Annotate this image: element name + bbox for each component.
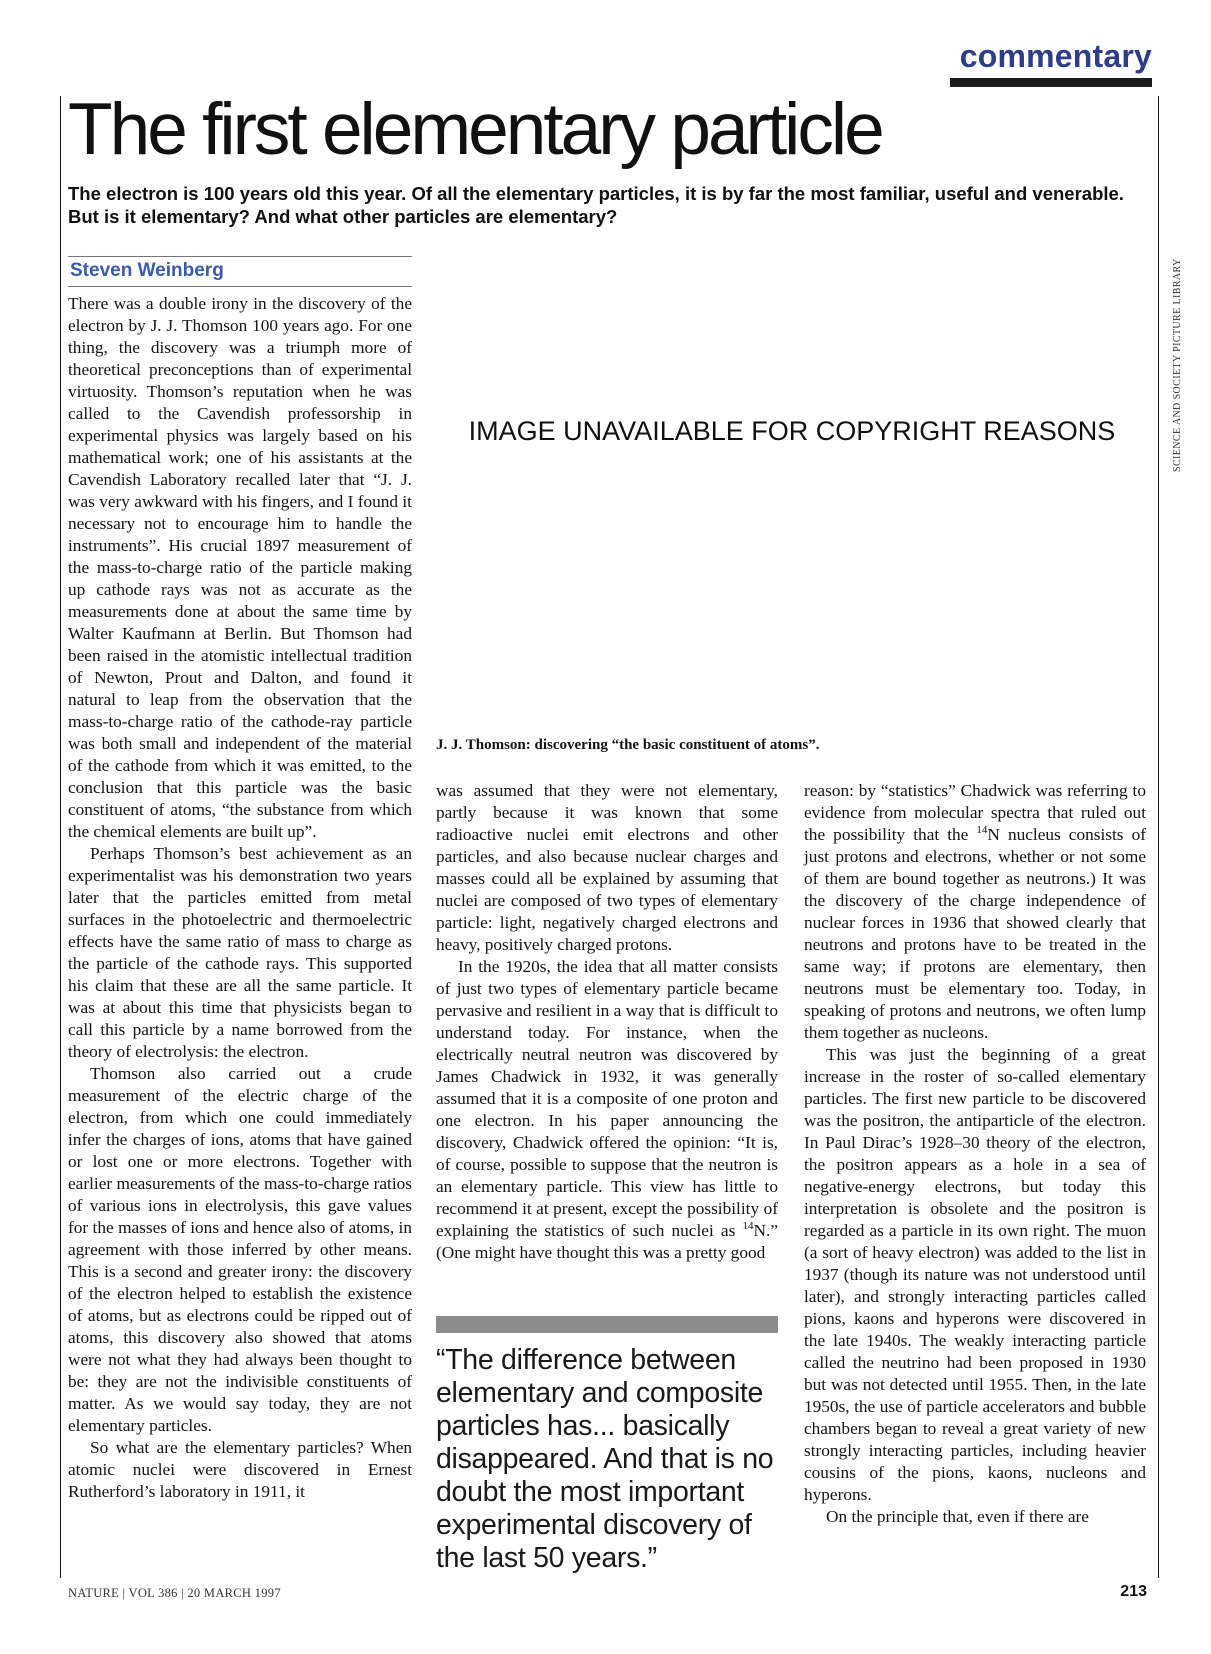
superscript: 14 xyxy=(976,824,988,837)
journal-footer: NATURE | VOL 386 | 20 MARCH 1997 xyxy=(68,1586,281,1600)
author-rule-top xyxy=(68,256,412,257)
body-column-1 xyxy=(68,293,412,1503)
paragraph: was assumed that they were not elementary, partly because it was known that some radioactive nuclei emit electrons and other particles, and also because nuclear charges and masses could all be explained by assuming that nuclei are composed of two types of elementary particle: light, negatively charged electrons and heavy, positively charged protons. xyxy=(436,781,778,954)
paragraph xyxy=(436,956,778,1264)
right-margin-rule xyxy=(1158,96,1159,1578)
section-bar xyxy=(950,78,1152,87)
section-label: commentary xyxy=(959,38,1152,74)
text-run: N.” (One might have thought this was a pretty good xyxy=(436,1221,778,1262)
text-run: reason: by “statistics” Chadwick was referring to evidence from molecular spectra that ruled out the possibility that the xyxy=(804,781,1146,844)
page-number: 213 xyxy=(1120,1583,1147,1600)
figure-image-placeholder xyxy=(436,290,1148,730)
figure-caption: J. J. Thomson: discovering “the basic constituent of atoms”. xyxy=(436,737,820,753)
left-margin-rule xyxy=(60,96,61,1578)
pullquote: “The difference between elementary and composite particles has... basically disappeared. And that is no doubt the most important experimental discovery of the last 50 years.” xyxy=(436,1344,774,1574)
paragraph xyxy=(804,780,1146,1044)
image-unavailable-text: IMAGE UNAVAILABLE FOR COPYRIGHT REASONS xyxy=(468,416,1116,446)
author-name: Steven Weinberg xyxy=(70,260,224,281)
text-run: N nucleus consists of just protons and electrons, whether or not some of them are bound together as neutrons.) It was the discovery of the charge independence of nuclear forces in 1936 that showed clearly that neutrons and protons have to be treated in the same way; if protons are elementary, then neutrons must be elementary too. Today, in speaking of protons and neutrons, we often lump them together as nucleons. xyxy=(804,825,1146,1042)
paragraph: This was just the beginning of a great increase in the roster of so-called elementary particles. The first new particle to be discovered was the positron, the antiparticle of the electron. In Paul Dirac’s 1928–30 theory of the electron, the positron appears as a hole in a sea of negative-energy electrons, but today this interpretation is obsolete and the positron is regarded as a particle in its own right. The muon (a sort of heavy electron) was added to the list in 1937 (though its nature was not understood until later), and strongly interacting particles called pions, kaons and hyperons were discovered in the late 1940s. The weakly interacting particle called the neutrino had been proposed in 1930 but was not detected until 1955. Then, in the late 1950s, the use of particle accelerators and bubble chambers began to reveal a great variety of new strongly interacting particles, including heavier cousins of the pions, kaons, nucleons and hyperons. xyxy=(804,1045,1146,1504)
article-title: The first elementary particle xyxy=(68,89,882,170)
paragraph: Thomson also carried out a crude measurement of the electric charge of the electron, from which one could immediately infer the charges of ions, atoms that have gained or lost one or more electrons. Together with earlier measurements of the mass-to-charge ratios of various ions in electrolysis, this gave values for the masses of ions and hence also of atoms, in agreement with those inferred by other means. This is a second and greater irony: the discovery of the electron helped to establish the existence of atoms, but as electrons could be ripped out of atoms, this discovery also showed that atoms were not what they had always been thought to be: they are not the indivisible constituents of matter. As we would say today, they are not elementary particles. xyxy=(68,1064,412,1435)
article-standfirst: The electron is 100 years old this year. Of all the elementary particles, it is by far the most familiar, useful and venerable. But is it elementary? And what other particles are elementary? xyxy=(68,183,1124,227)
pullquote-bar xyxy=(436,1316,778,1333)
body-column-2 xyxy=(436,780,778,1264)
paragraph: On the principle that, even if there are xyxy=(826,1507,1089,1526)
superscript: 14 xyxy=(742,1220,754,1233)
text-run: In the 1920s, the idea that all matter consists of just two types of elementary particle became pervasive and resilient in a way that is difficult to understand today. For instance, when the electrically neutral neutron was discovered by James Chadwick in 1932, it was generally assumed that it is a composite of one proton and one electron. In his paper announcing the discovery, Chadwick offered the opinion: “It is, of course, possible to suppose that the neutron is an elementary particle. This view has little to recommend it at present, except the possibility of explaining the statistics of such nuclei as xyxy=(436,957,778,1240)
body-column-3 xyxy=(804,780,1146,1528)
paragraph: Perhaps Thomson’s best achievement as an experimentalist was his demonstration two years later that the particles emitted from metal surfaces in the photoelectric and thermoelectric effects have the same ratio of mass to charge as the particle of the cathode rays. This supported his claim that these are all the same particle. It was at about this time that physicists began to call this particle by a name borrowed from the theory of electrolysis: the electron. xyxy=(68,844,412,1061)
paragraph: There was a double irony in the discovery of the electron by J. J. Thomson 100 years ago. For one thing, the discovery was a triumph more of theoretical preconceptions than of experimental virtuosity. Thomson’s reputation when he was called to the Cavendish professorship in experimental physics was largely based on his mathematical work; one of his assistants at the Cavendish Laboratory recalled later that “J. J. was very awkward with his fingers, and I found it necessary not to encourage him to handle the instruments”. His crucial 1897 measurement of the mass-to-charge ratio of the particle making up cathode rays was not as accurate as the measurements done at about the same time by Walter Kaufmann at Berlin. But Thomson had been raised in the atomistic intellectual tradition of Newton, Prout and Dalton, and found it natural to leap from the observation that the mass-to-charge ratio of the cathode-ray particle was both small and independent of the material of the cathode from which it was emitted, to the conclusion that this particle was the basic constituent of atoms, “the substance from which the chemical elements are built up”. xyxy=(68,294,412,841)
picture-credit: SCIENCE AND SOCIETY PICTURE LIBRARY xyxy=(1172,258,1183,472)
paragraph: So what are the elementary particles? When atomic nuclei were discovered in Ernest Rutherford’s laboratory in 1911, it xyxy=(68,1438,412,1501)
author-rule-bottom xyxy=(68,286,412,287)
